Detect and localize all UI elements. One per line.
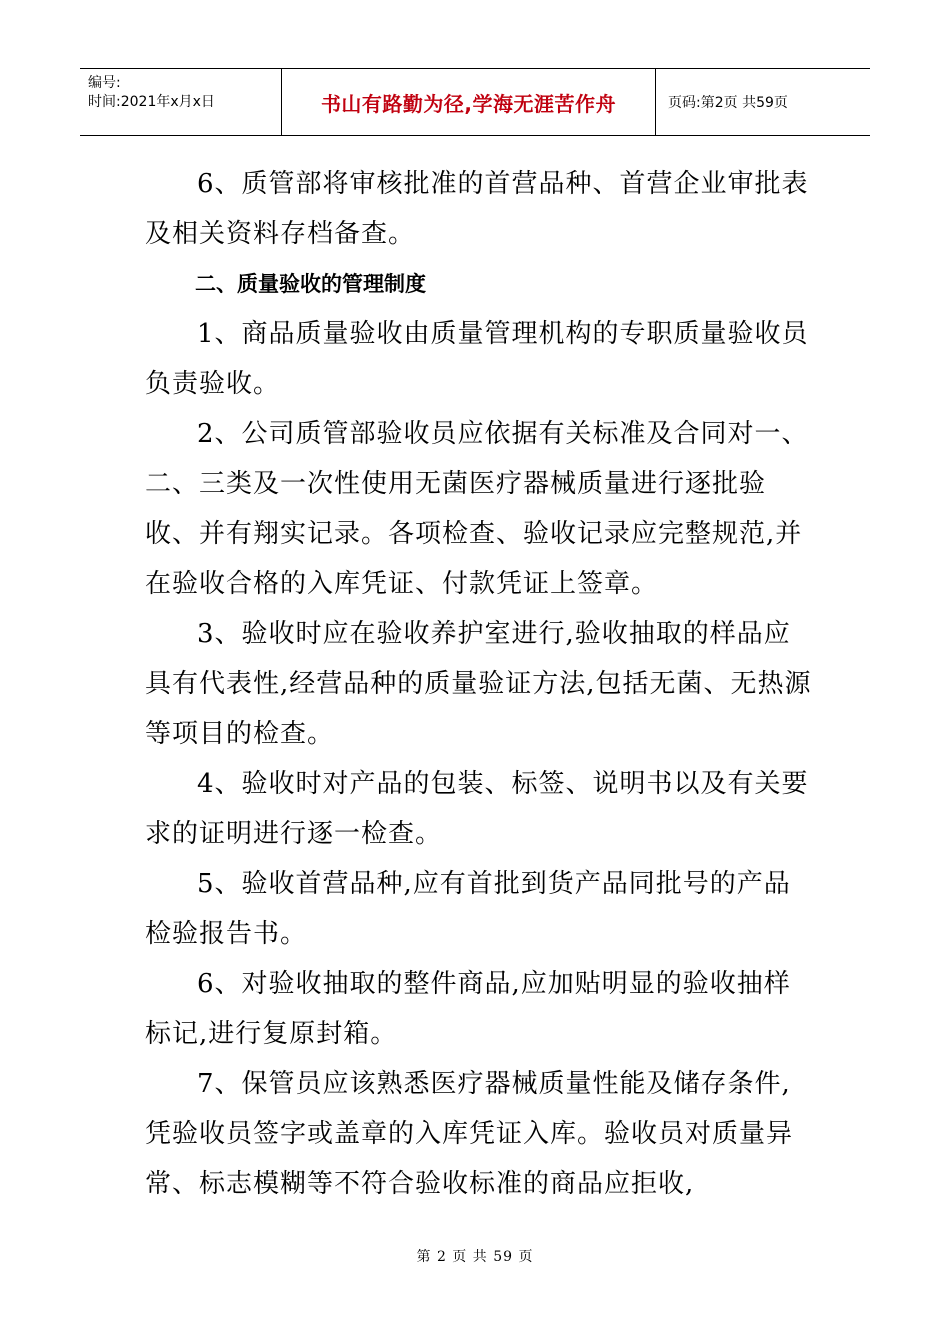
- page-header: [80, 68, 870, 136]
- paragraph: 4、验收时对产品的包装、标签、说明书以及有关要求的证明进行逐一检查。: [145, 769, 809, 849]
- paragraph: 6、对验收抽取的整件商品,应加贴明显的验收抽样标记,进行复原封箱。: [145, 969, 791, 1049]
- header-motto: 书山有路勤为径,学海无涯苦作舟: [282, 69, 656, 135]
- header-meta-cell: [80, 69, 282, 135]
- paragraph: 3、验收时应在验收养护室进行,验收抽取的样品应具有代表性,经营品种的质量验证方法,包括无菌、无热源等项目的检查。: [145, 619, 812, 749]
- document-body: [145, 159, 813, 1209]
- section-heading: 二、质量验收的管理制度: [195, 272, 426, 296]
- page-footer: 第 2 页 共 59 页: [416, 1249, 534, 1265]
- paragraph: 6、质管部将审核批准的首营品种、首营企业审批表及相关资料存档备查。: [145, 169, 809, 249]
- paragraph: 5、验收首营品种,应有首批到货产品同批号的产品检验报告书。: [145, 869, 791, 949]
- document-time-label: 时间:2021年x月x日: [88, 94, 215, 110]
- paragraph: 2、公司质管部验收员应依据有关标准及合同对一、二、三类及一次性使用无菌医疗器械质量进行逐批验收、并有翔实记录。各项检查、验收记录应完整规范,并在验收合格的入库凭证、付款凭证上签章。: [145, 419, 809, 599]
- paragraph: 7、保管员应该熟悉医疗器械质量性能及储存条件,凭验收员签字或盖章的入库凭证入库。验收员对质量异常、标志模糊等不符合验收标准的商品应拒收,: [145, 1069, 794, 1199]
- header-page-info: 页码:第2页 共59页: [668, 95, 788, 111]
- document-number-label: 编号:: [88, 75, 121, 91]
- paragraph: 1、商品质量验收由质量管理机构的专职质量验收员负责验收。: [145, 319, 809, 399]
